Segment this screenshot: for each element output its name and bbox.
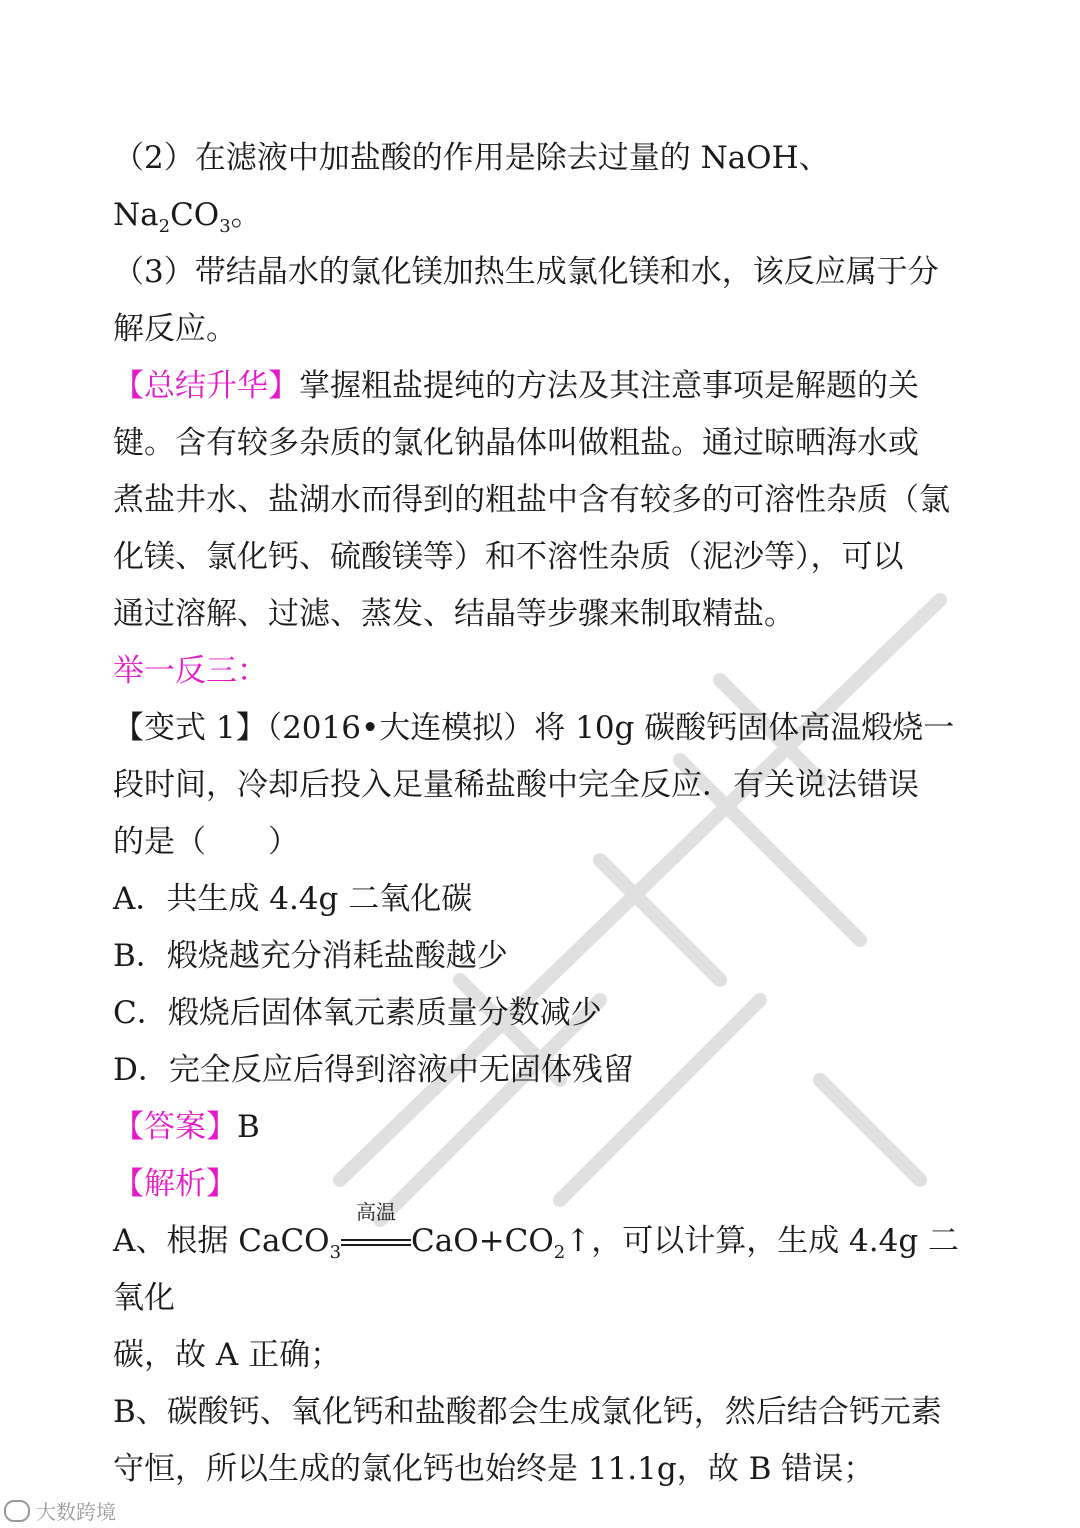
text-line: ↑，可以计算，生成 4.4g 二氧化: [113, 1223, 960, 1316]
practice-heading: 举一反三：: [113, 653, 268, 689]
subscript: 3: [329, 1242, 342, 1264]
question-stem: [113, 700, 973, 871]
analysis-heading: 【解析】: [113, 1166, 237, 1202]
answer-value: B: [237, 1109, 260, 1145]
text-line: A、根据 CaCO: [113, 1223, 330, 1259]
subscript: 3: [219, 216, 231, 238]
option-a: A．共生成 4.4g 二氧化碳: [113, 881, 473, 917]
footer-logo: [4, 1496, 116, 1525]
text-line: 碳，故 A 正确；: [113, 1337, 342, 1373]
text-line: 守恒，所以生成的氯化钙也始终是 11.1g，故 B 错误；: [113, 1451, 875, 1487]
summary-label: 【总结升华】: [113, 368, 299, 404]
summary-section: [113, 358, 973, 643]
text-line: 通过溶解、过滤、蒸发、结晶等步骤来制取精盐。: [113, 596, 795, 632]
text-line: （2）在滤液中加盐酸的作用是除去过量的 NaOH、Na: [113, 140, 830, 233]
brand-name: 大数跨境: [36, 1500, 116, 1524]
text-line: 的是（ ）: [113, 824, 299, 860]
option-b: B．煅烧越充分消耗盐酸越少: [113, 938, 508, 974]
text-line: 煮盐井水、盐湖水而得到的粗盐中含有较多的可溶性杂质（氯: [113, 482, 950, 518]
reaction-condition: 高温: [356, 1200, 397, 1224]
brand-icon: [4, 1500, 30, 1522]
subscript: 2: [158, 216, 171, 238]
text-line: B、碳酸钙、氧化钙和盐酸都会生成氯化钙，然后结合钙元素: [113, 1394, 942, 1430]
text-line: （3）带结晶水的氯化镁加热生成氯化镁和水，该反应属于分: [113, 254, 939, 290]
answer-line: [113, 1099, 973, 1156]
text-line: 【变式 1】（2016•大连模拟）将 10g 碳酸钙固体高温煅烧一: [113, 710, 955, 746]
answer-label: 【答案】: [113, 1109, 237, 1145]
text-line: 键。含有较多杂质的氯化钠晶体叫做粗盐。通过晾晒海水或: [113, 425, 919, 461]
analysis-b: [113, 1384, 973, 1498]
paragraph-3: [113, 244, 973, 358]
reaction-arrow: [341, 1200, 411, 1253]
option-d: D．完全反应后得到溶液中无固体残留: [113, 1052, 634, 1088]
text-line: CO: [170, 197, 220, 233]
option-c: C．煅烧后固体氧元素质量分数减少: [113, 995, 602, 1031]
document-body: [113, 130, 973, 1498]
paragraph-2: [113, 130, 973, 244]
text-line: 段时间，冷却后投入足量稀盐酸中完全反应．有关说法错误: [113, 767, 919, 803]
subscript: 2: [553, 1242, 566, 1264]
text-line: 解反应。: [113, 311, 237, 347]
analysis-a: [113, 1200, 973, 1384]
text-line: 掌握粗盐提纯的方法及其注意事项是解题的关: [299, 368, 919, 404]
text-line: 。: [230, 197, 262, 233]
text-line: CaO+CO: [411, 1223, 554, 1259]
text-line: 化镁、氯化钙、硫酸镁等）和不溶性杂质（泥沙等），可以: [113, 539, 904, 575]
